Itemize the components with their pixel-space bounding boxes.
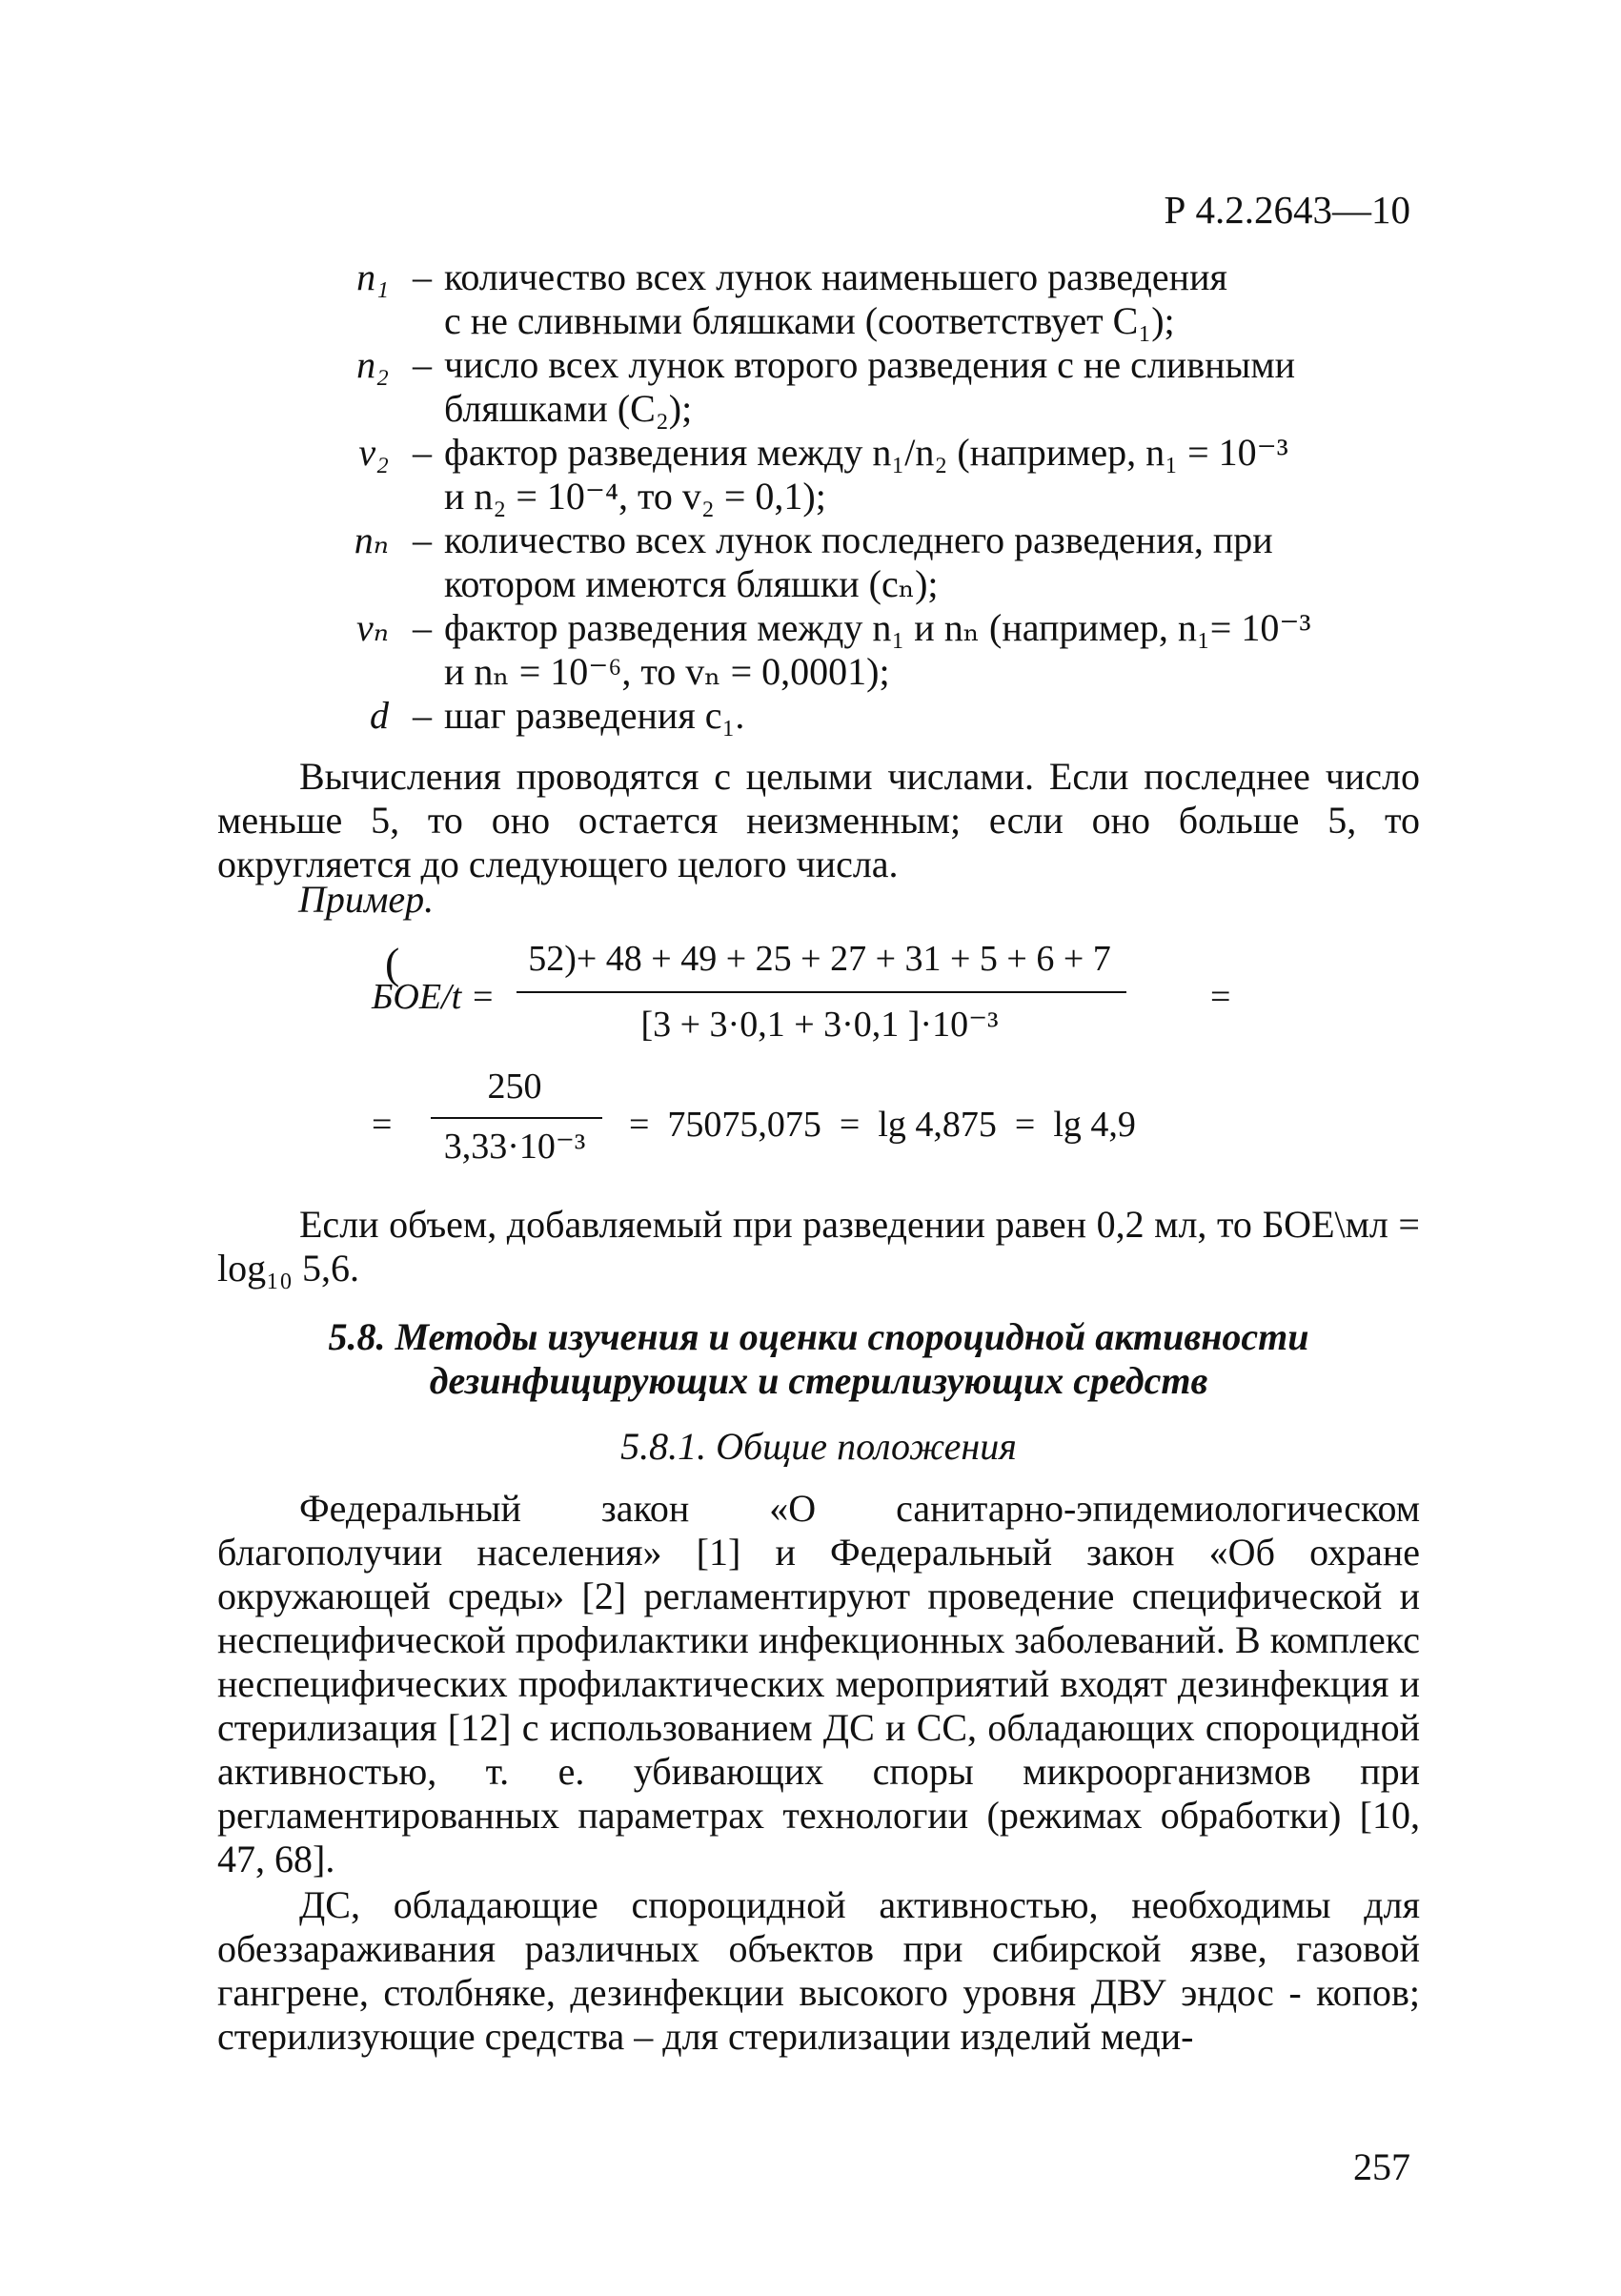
page-number: 257: [1353, 2145, 1410, 2188]
definition-symbol: n₂: [356, 343, 389, 386]
definition-line: количество всех лунок последнего разведения, при: [444, 518, 1273, 561]
formula-result: = 75075,075 = lg 4,875 = lg 4,9: [629, 1105, 1136, 1145]
fraction-bar: [431, 1117, 602, 1119]
definition-v2: [343, 431, 1420, 518]
formula-equals: =: [1210, 977, 1231, 1017]
definition-nn: [343, 518, 1420, 606]
formula-line-2: [372, 1066, 1248, 1170]
formula-numerator: 52)+ 48 + 49 + 25 + 27 + 31 + 5 + 6 + 7: [528, 939, 1111, 979]
definition-d: [343, 694, 1420, 738]
definition-dash: –: [413, 518, 432, 561]
definition-line: шаг разведения c₁.: [444, 694, 745, 737]
formula-denominator: 3,33·10⁻³: [443, 1127, 586, 1167]
ds-paragraph: [217, 1883, 1420, 2059]
definition-text: [444, 431, 1420, 518]
section-title: [217, 1315, 1420, 1403]
definition-line: фактор разведения между n₁ и nₙ (например, n₁= 10⁻³: [444, 606, 1311, 649]
document-code: Р 4.2.2643—10: [1164, 188, 1410, 232]
definition-line: фактор разведения между n₁/n₂ (например, n₁ = 10⁻³: [444, 431, 1288, 474]
subsection-title: 5.8.1. Общие положения: [620, 1425, 1017, 1468]
definition-dash: –: [413, 255, 432, 298]
definition-n2: [343, 343, 1420, 431]
definition-dash: –: [413, 343, 432, 386]
law-paragraph: [217, 1487, 1420, 1881]
definition-dash: –: [413, 694, 432, 737]
formula-denominator: [3 + 3·0,1 + 3·0,1 ]·10⁻³: [640, 1005, 999, 1045]
definition-text: [444, 606, 1420, 694]
definition-text: [444, 343, 1420, 431]
formula-numerator: 250: [487, 1067, 542, 1107]
definition-dash: –: [413, 606, 432, 649]
volume-text: Если объем, добавляемый при разведении равен 0,2 мл, то БОЕ\мл = log₁₀ 5,6.: [217, 1203, 1420, 1290]
volume-paragraph: [217, 1203, 1420, 1290]
definition-line: число всех лунок второго разведения с не сливными: [444, 343, 1296, 386]
example-label: Пример.: [298, 878, 435, 921]
definition-line: бляшками (C₂);: [444, 387, 693, 430]
definition-symbol: n₁: [356, 255, 389, 298]
formula-lhs: БОЕ/t =: [372, 977, 496, 1017]
fraction-bar: [517, 991, 1126, 993]
formula-equals: =: [372, 1105, 393, 1145]
definition-line: котором имеются бляшки (cₙ);: [444, 562, 939, 605]
calculation-text: Вычисления проводятся с целыми числами. Если последнее число меньше 5, то оно остается неизменным; если оно больше 5, то округляется до следующего целого числа.: [217, 755, 1420, 885]
definitions-list: [343, 255, 1420, 738]
definition-symbol: d: [370, 694, 389, 737]
definition-line: с не сливными бляшками (соответствует C₁);: [444, 299, 1175, 342]
definition-line: количество всех лунок наименьшего разведения: [444, 255, 1227, 298]
formula-line-1: [372, 934, 1248, 1077]
definition-dash: –: [413, 431, 432, 474]
definition-symbol: v₂: [358, 431, 389, 474]
law-text: Федеральный закон «О санитарно-эпидемиологическом благополучии населения» [1] и Федеральный закон «Об охране окружающей среды» [2] регламентируют проведение специфической и неспецифической профилактики инфекционных заболеваний. В комплекс неспецифических профилактических мероприятий входят дезинфекция и стерилизация [12] с использованием ДС и СС, обладающих спороцидной активностью, т. е. убивающих споры микроорганизмов при регламентированных параметрах технологии (режимах обработки) [10, 47, 68].: [217, 1487, 1420, 1880]
definition-text: [444, 518, 1420, 606]
definition-line: и n₂ = 10⁻⁴, то v₂ = 0,1);: [444, 475, 826, 518]
formula-bracket: (: [385, 939, 400, 987]
definition-text: [444, 255, 1420, 343]
definition-n1: [343, 255, 1420, 343]
section-title-line: дезинфицирующих и стерилизующих средств: [429, 1359, 1208, 1402]
definition-symbol: vₙ: [356, 606, 389, 649]
definition-symbol: nₙ: [354, 518, 389, 561]
calculation-paragraph: [217, 755, 1420, 886]
definition-vn: [343, 606, 1420, 694]
definition-line: и nₙ = 10⁻⁶, то vₙ = 0,0001);: [444, 650, 890, 693]
formula-block: [372, 934, 1248, 1182]
ds-text: ДС, обладающие спороцидной активностью, необходимы для обеззараживания различных объектов при сибирской язве, газовой гангрене, столбняке, дезинфекции высокого уровня ДВУ эндос - копов; стерилизующие средства – для стерилизации изделий меди-: [217, 1883, 1420, 2058]
section-title-line: 5.8. Методы изучения и оценки спороцидной активности: [328, 1315, 1309, 1358]
definition-text: [444, 694, 1420, 738]
